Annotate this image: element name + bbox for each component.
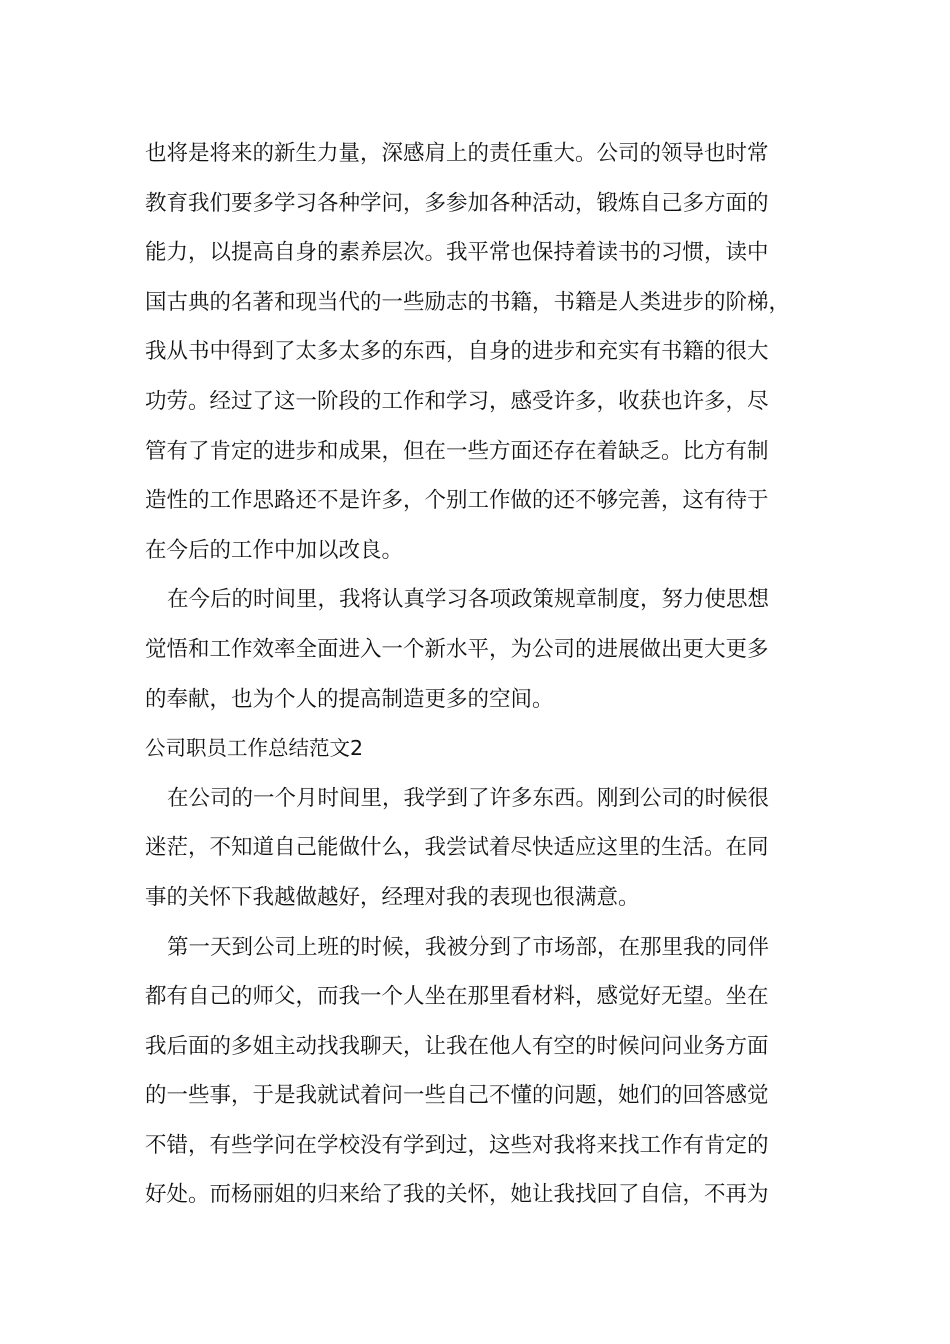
paragraph [145,923,825,1221]
text-line: 国古典的名著和现当代的一些励志的书籍，书籍是人类进步的阶梯， [145,289,791,315]
text-line: 我后面的多姐主动找我聊天，让我在他人有空的时候问问业务方面 [145,1033,769,1059]
text-line: 不错，有些学问在学校没有学到过，这些对我将来找工作有肯定的 [145,1132,769,1158]
text-line: 我从书中得到了太多太多的东西，自身的进步和充实有书籍的很大 [145,339,769,365]
text-line: 在今后的时间里，我将认真学习各项政策规章制度，努力使思想 [167,587,770,613]
paragraph [145,774,825,923]
paragraph [145,129,825,575]
text-line: 都有自己的师父，而我一个人坐在那里看材料，感觉好无望。坐在 [145,984,769,1010]
paragraph [145,575,825,724]
text-line: 事的关怀下我越做越好，经理对我的表现也很满意。 [145,884,640,910]
text-line: 造性的工作思路还不是许多，个别工作做的还不够完善，这有待于 [145,488,769,514]
text-line: 功劳。经过了这一阶段的工作和学习，感受许多，收获也许多，尽 [145,388,769,414]
text-line: 能力，以提高自身的素养层次。我平常也保持着读书的习惯，读中 [145,240,769,266]
section-heading: 公司职员工作总结范文2 [145,736,364,761]
text-line: 的一些事，于是我就试着问一些自己不懂的问题，她们的回答感觉 [145,1083,769,1109]
text-line: 的奉献，也为个人的提高制造更多的空间。 [145,686,554,712]
document-body [145,129,825,1220]
text-line: 在今后的工作中加以改良。 [145,537,404,563]
text-line: 好处。而杨丽姐的归来给了我的关怀，她让我找回了自信，不再为 [145,1182,769,1208]
text-line: 觉悟和工作效率全面进入一个新水平，为公司的进展做出更大更多 [145,636,769,662]
text-line: 迷茫，不知道自己能做什么，我尝试着尽快适应这里的生活。在同 [145,835,769,861]
text-line: 管有了肯定的进步和成果，但在一些方面还存在着缺乏。比方有制 [145,438,769,464]
text-line: 在公司的一个月时间里，我学到了许多东西。刚到公司的时候很 [167,785,770,811]
text-line: 也将是将来的新生力量，深感肩上的责任重大。公司的领导也时常 [145,141,769,166]
text-line: 第一天到公司上班的时候，我被分到了市场部，在那里我的同伴 [167,934,770,960]
text-line: 教育我们要多学习各种学问，多参加各种活动，锻炼自己多方面的 [145,190,769,216]
